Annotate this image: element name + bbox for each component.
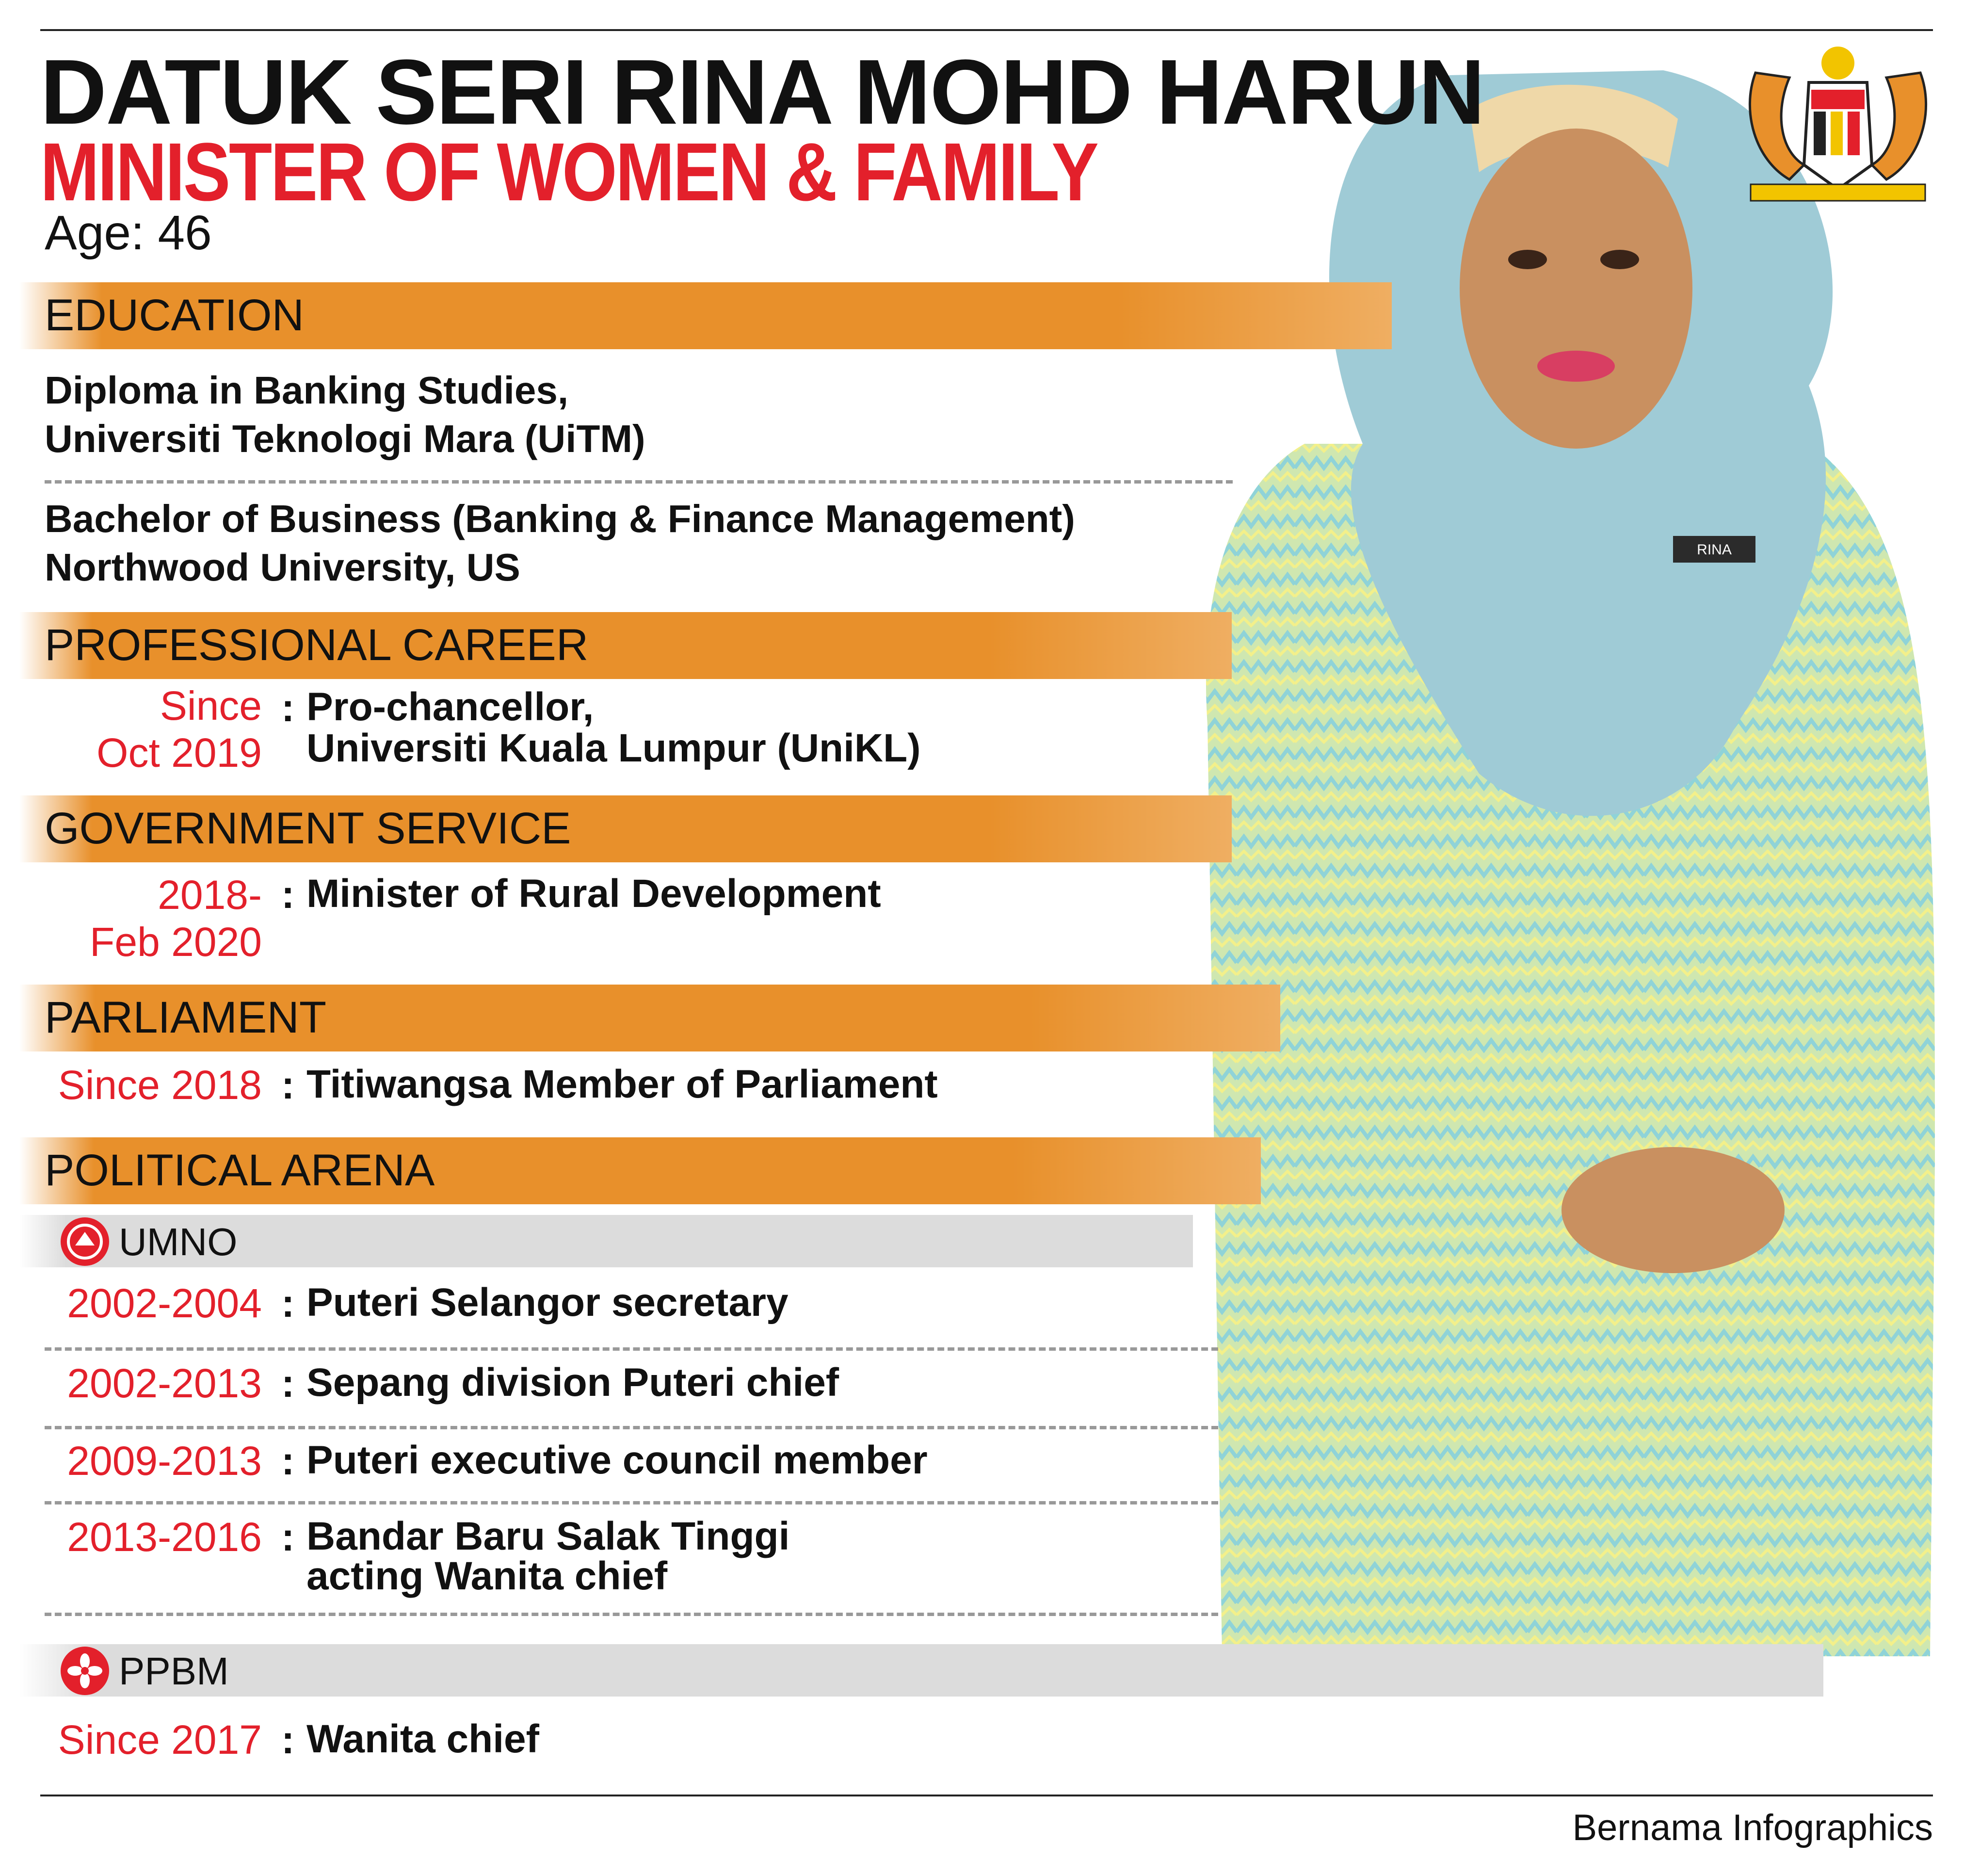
ppbm-bar [19, 1644, 1823, 1697]
umno-divider-2 [45, 1426, 1218, 1429]
education-heading: EDUCATION [45, 291, 304, 340]
ppbm-entry-1-value: Wanita chief [306, 1717, 539, 1761]
career-colon: : [281, 686, 295, 730]
ppbm-entry-1-date: Since 2017 [58, 1717, 262, 1763]
umno-logo-icon [61, 1217, 109, 1266]
umno-entry-4-date: 2013-2016 [67, 1514, 262, 1560]
minister-name-heading: DATUK SERI RINA MOHD HARUN [40, 41, 1484, 144]
ppbm-logo-icon [61, 1647, 109, 1695]
umno-entry-2-value: Sepang division Puteri chief [306, 1360, 839, 1405]
umno-entry-1-date: 2002-2004 [67, 1280, 262, 1326]
government-heading: GOVERNMENT SERVICE [45, 804, 571, 853]
government-date-line-2: Feb 2020 [90, 919, 262, 965]
parliament-date: Since 2018 [58, 1062, 262, 1108]
umno-entry-2-date: 2002-2013 [67, 1360, 262, 1406]
umno-entry-3-colon: : [281, 1439, 295, 1483]
ppbm-label: PPBM [119, 1650, 229, 1693]
government-colon: : [281, 873, 295, 917]
education-item-1-line-2: Universiti Teknologi Mara (UiTM) [45, 417, 645, 460]
umno-entry-4-colon: : [281, 1515, 295, 1559]
parliament-band [19, 985, 1280, 1051]
umno-entry-4-value-line-1: Bandar Baru Salak Tinggi [306, 1514, 790, 1558]
education-band [19, 282, 1392, 349]
education-divider [45, 480, 1233, 484]
minister-position-heading: MINISTER OF WOMEN & FAMILY [40, 126, 1097, 218]
umno-divider-4 [45, 1613, 1218, 1616]
government-date-line-1: 2018- [158, 872, 262, 918]
umno-entry-2-colon: : [281, 1361, 295, 1406]
umno-entry-3-value: Puteri executive council member [306, 1438, 928, 1482]
career-heading: PROFESSIONAL CAREER [45, 620, 589, 670]
political-heading: POLITICAL ARENA [45, 1146, 435, 1195]
umno-entry-3-date: 2009-2013 [67, 1438, 262, 1484]
malaysia-coat-of-arms-icon [1736, 44, 1940, 204]
umno-bar [19, 1215, 1193, 1267]
ppbm-entry-1-colon: : [281, 1718, 295, 1762]
education-item-2-line-2: Northwood University, US [45, 546, 520, 589]
umno-entry-1-colon: : [281, 1281, 295, 1326]
umno-divider-3 [45, 1501, 1218, 1504]
umno-label: UMNO [119, 1220, 238, 1263]
age-text: Age: 46 [45, 206, 212, 260]
parliament-colon: : [281, 1063, 295, 1107]
umno-entry-1-value: Puteri Selangor secretary [306, 1280, 789, 1325]
parliament-value: Titiwangsa Member of Parliament [306, 1062, 938, 1106]
career-value-line-2: Universiti Kuala Lumpur (UniKL) [306, 726, 921, 770]
career-value-line-1: Pro-chancellor, [306, 685, 594, 729]
top-rule [40, 29, 1933, 31]
government-value: Minister of Rural Development [306, 872, 881, 916]
name-tag-text: RINA [1697, 542, 1732, 558]
education-item-1-line-1: Diploma in Banking Studies, [45, 369, 569, 412]
government-band [19, 795, 1232, 862]
bottom-rule [40, 1795, 1933, 1796]
political-band [19, 1137, 1261, 1204]
education-item-2-line-1: Bachelor of Business (Banking & Finance Management) [45, 497, 1075, 540]
umno-entry-4-value-line-2: acting Wanita chief [306, 1554, 668, 1598]
career-date-line-1: Since [160, 683, 262, 728]
umno-divider-1 [45, 1347, 1218, 1351]
career-band [19, 612, 1232, 679]
credit-text: Bernama Infographics [1572, 1807, 1933, 1848]
parliament-heading: PARLIAMENT [45, 993, 327, 1042]
career-date-line-2: Oct 2019 [97, 730, 262, 776]
